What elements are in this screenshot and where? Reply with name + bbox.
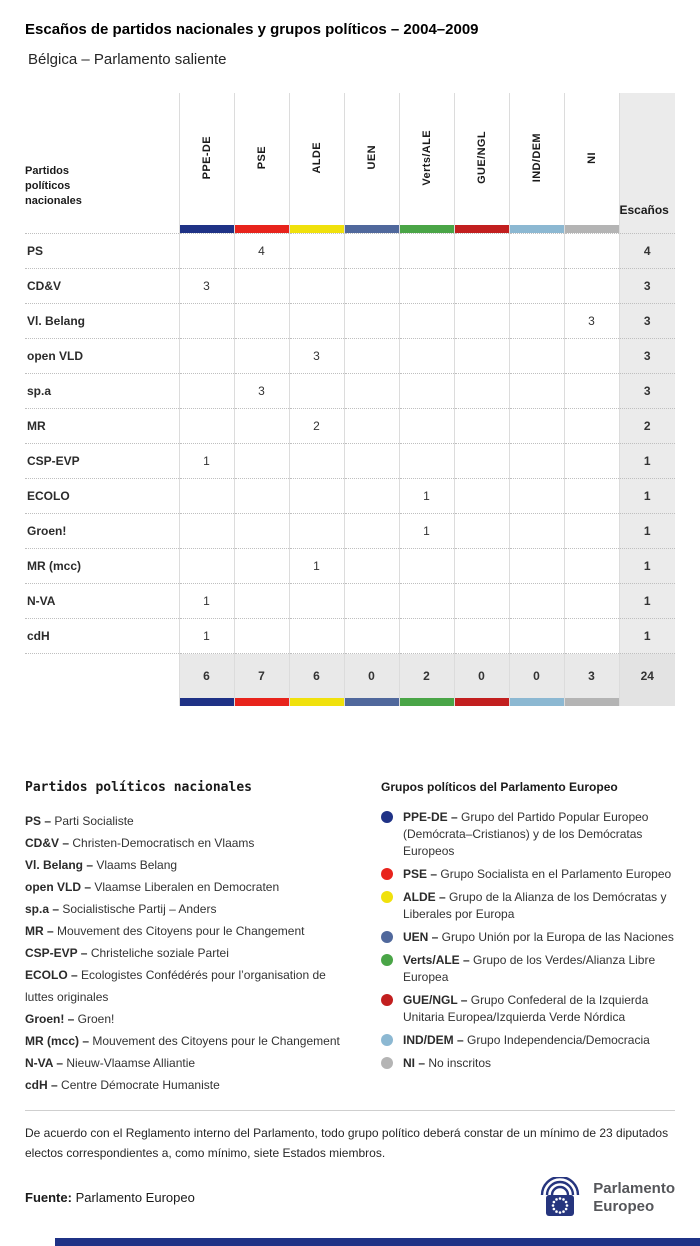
group-color-bar bbox=[399, 225, 454, 234]
table-wrap bbox=[0, 93, 700, 706]
group-color-bar-row bbox=[25, 225, 675, 234]
group-legend-item bbox=[381, 1055, 675, 1072]
seat-cell bbox=[564, 479, 619, 514]
seat-cell bbox=[289, 444, 344, 479]
party-legend-item: Vl. Belang – Vlaams Belang bbox=[25, 857, 178, 872]
group-total: 0 bbox=[454, 654, 509, 698]
seat-cell bbox=[289, 514, 344, 549]
group-header-NI: NI bbox=[564, 93, 619, 225]
color-bar bbox=[180, 698, 234, 706]
seat-cell bbox=[344, 339, 399, 374]
group-color-dot bbox=[381, 891, 393, 903]
seat-cell bbox=[289, 584, 344, 619]
group-legend-item bbox=[381, 889, 675, 923]
table-row bbox=[25, 409, 675, 444]
table-row bbox=[25, 269, 675, 304]
party-abbreviation: CD&V – bbox=[25, 835, 70, 850]
seat-cell bbox=[289, 374, 344, 409]
page-subtitle: Bélgica – Parlamento saliente bbox=[28, 51, 227, 68]
group-color-bar bbox=[289, 225, 344, 234]
group-color-bar bbox=[564, 698, 619, 706]
seat-cell bbox=[454, 304, 509, 339]
seat-cell bbox=[344, 619, 399, 654]
party-name: CD&V bbox=[25, 269, 179, 304]
color-bar bbox=[290, 225, 344, 233]
seat-cell bbox=[564, 374, 619, 409]
seat-cell bbox=[399, 339, 454, 374]
ep-hemicycle-icon bbox=[536, 1177, 584, 1219]
party-name: sp.a bbox=[25, 374, 179, 409]
source-value: Parlamento Europeo bbox=[75, 1190, 195, 1205]
party-name: CSP-EVP bbox=[25, 444, 179, 479]
color-bar bbox=[235, 698, 289, 706]
group-header-UEN: UEN bbox=[344, 93, 399, 225]
table-row bbox=[25, 234, 675, 269]
totals-row bbox=[25, 654, 675, 698]
group-header-PSE: PSE bbox=[234, 93, 289, 225]
seat-cell bbox=[399, 269, 454, 304]
group-total: 3 bbox=[564, 654, 619, 698]
seat-cell bbox=[399, 549, 454, 584]
party-name: Groen! bbox=[25, 514, 179, 549]
seat-cell bbox=[234, 409, 289, 444]
party-abbreviation: Groen! – bbox=[25, 1011, 75, 1026]
color-bar bbox=[565, 698, 619, 706]
group-legend-title: Grupos políticos del Parlamento Europeo bbox=[381, 779, 618, 794]
group-color-bar bbox=[509, 698, 564, 706]
color-bar bbox=[180, 225, 234, 233]
footnote: De acuerdo con el Reglamento interno del Parlamento, todo grupo político deberá constar de un mínimo de 23 diputados electos correspondientes a, como mínimo, siete Estados miembros. bbox=[25, 1110, 675, 1163]
seats-column-header: Escaños bbox=[619, 93, 675, 225]
seat-cell: 3 bbox=[564, 304, 619, 339]
party-name: open VLD bbox=[25, 339, 179, 374]
seat-cell: 1 bbox=[179, 584, 234, 619]
group-total: 6 bbox=[289, 654, 344, 698]
group-header-Verts/ALE: Verts/ALE bbox=[399, 93, 454, 225]
group-color-bar bbox=[454, 225, 509, 234]
row-total: 2 bbox=[619, 409, 675, 444]
group-color-dot bbox=[381, 1034, 393, 1046]
party-legend-item: CSP-EVP – Christeliche soziale Partei bbox=[25, 945, 229, 960]
seats-bar-cell bbox=[619, 225, 675, 234]
seat-cell bbox=[399, 374, 454, 409]
party-abbreviation: sp.a – bbox=[25, 901, 60, 916]
seat-cell bbox=[234, 619, 289, 654]
seat-cell: 1 bbox=[289, 549, 344, 584]
table-row bbox=[25, 479, 675, 514]
seat-cell bbox=[234, 514, 289, 549]
seat-cell bbox=[454, 584, 509, 619]
group-legend-item bbox=[381, 866, 675, 883]
seat-cell bbox=[234, 339, 289, 374]
seat-cell bbox=[564, 619, 619, 654]
party-legend-item: open VLD – Vlaamse Liberalen en Democraten bbox=[25, 879, 280, 894]
seat-cell bbox=[454, 479, 509, 514]
seat-cell bbox=[509, 409, 564, 444]
footer bbox=[25, 1177, 675, 1219]
group-color-bar bbox=[289, 698, 344, 706]
seat-cell bbox=[179, 339, 234, 374]
seat-cell bbox=[289, 304, 344, 339]
color-bar bbox=[455, 225, 509, 233]
table-row bbox=[25, 444, 675, 479]
seats-bar-cell bbox=[619, 698, 675, 706]
party-legend-items bbox=[25, 810, 355, 1096]
group-color-dot bbox=[381, 994, 393, 1006]
seat-cell bbox=[509, 619, 564, 654]
party-abbreviation: Vl. Belang – bbox=[25, 857, 94, 872]
group-color-bar bbox=[234, 698, 289, 706]
color-bar bbox=[235, 225, 289, 233]
group-total: 7 bbox=[234, 654, 289, 698]
group-color-dot bbox=[381, 1057, 393, 1069]
group-legend bbox=[381, 780, 675, 1096]
group-color-bar bbox=[509, 225, 564, 234]
seat-cell bbox=[509, 234, 564, 269]
party-legend-item: MR (mcc) – Mouvement des Citoyens pour le Changement bbox=[25, 1033, 340, 1048]
table-header-row bbox=[25, 93, 675, 225]
party-legend bbox=[25, 780, 355, 1096]
row-total: 3 bbox=[619, 269, 675, 304]
seat-cell bbox=[454, 269, 509, 304]
group-description: ALDE – Grupo de la Alianza de los Demócratas y Liberales por Europa bbox=[403, 889, 667, 921]
seat-cell bbox=[509, 444, 564, 479]
color-bar bbox=[290, 698, 344, 706]
seat-cell bbox=[564, 549, 619, 584]
color-bar bbox=[455, 698, 509, 706]
seat-cell bbox=[179, 374, 234, 409]
party-legend-item: cdH – Centre Démocrate Humaniste bbox=[25, 1077, 220, 1092]
seat-cell bbox=[454, 549, 509, 584]
seat-cell bbox=[344, 549, 399, 584]
table-row bbox=[25, 514, 675, 549]
seat-cell bbox=[564, 339, 619, 374]
seat-cell bbox=[179, 234, 234, 269]
seat-cell bbox=[344, 269, 399, 304]
seat-cell bbox=[454, 444, 509, 479]
seat-cell bbox=[344, 444, 399, 479]
seat-cell bbox=[509, 479, 564, 514]
color-bar bbox=[510, 225, 564, 233]
seat-cell bbox=[454, 234, 509, 269]
seat-cell bbox=[509, 374, 564, 409]
seat-cell bbox=[289, 269, 344, 304]
table-row bbox=[25, 339, 675, 374]
party-name: cdH bbox=[25, 619, 179, 654]
group-color-bar bbox=[564, 225, 619, 234]
seat-cell bbox=[234, 304, 289, 339]
group-color-bar bbox=[179, 698, 234, 706]
color-bar bbox=[510, 698, 564, 706]
row-total: 1 bbox=[619, 549, 675, 584]
seat-cell bbox=[509, 584, 564, 619]
seat-cell bbox=[289, 479, 344, 514]
color-bar bbox=[565, 225, 619, 233]
group-total: 2 bbox=[399, 654, 454, 698]
seat-cell: 1 bbox=[179, 444, 234, 479]
party-legend-item: ECOLO – Ecologistes Confédérés pour l’organisation de luttes originales bbox=[25, 967, 326, 1004]
row-total: 1 bbox=[619, 479, 675, 514]
party-abbreviation: MR (mcc) – bbox=[25, 1033, 90, 1048]
seat-cell bbox=[344, 584, 399, 619]
seat-cell: 3 bbox=[289, 339, 344, 374]
color-bar bbox=[345, 225, 399, 233]
table-row bbox=[25, 584, 675, 619]
source bbox=[25, 1190, 195, 1205]
seat-cell bbox=[179, 409, 234, 444]
seat-cell bbox=[234, 479, 289, 514]
seat-cell: 3 bbox=[179, 269, 234, 304]
seat-cell bbox=[289, 619, 344, 654]
seat-cell: 1 bbox=[399, 514, 454, 549]
party-name: PS bbox=[25, 234, 179, 269]
page-title: Escaños de partidos nacionales y grupos políticos – 2004–2009 bbox=[25, 21, 479, 38]
european-parliament-logo bbox=[536, 1177, 675, 1219]
seat-cell bbox=[179, 549, 234, 584]
seat-cell bbox=[564, 234, 619, 269]
table-row bbox=[25, 304, 675, 339]
empty-cell bbox=[25, 225, 179, 234]
table-row bbox=[25, 549, 675, 584]
seat-cell bbox=[234, 584, 289, 619]
row-header-label: Partidos políticos nacionales bbox=[25, 165, 82, 207]
bottom-accent-bar bbox=[55, 1238, 700, 1246]
group-legend-items bbox=[381, 809, 675, 1072]
seat-cell bbox=[344, 304, 399, 339]
seat-cell bbox=[454, 409, 509, 444]
row-total: 1 bbox=[619, 444, 675, 479]
seat-cell bbox=[564, 514, 619, 549]
group-description: PSE – Grupo Socialista en el Parlamento Europeo bbox=[403, 866, 672, 881]
seat-cell bbox=[509, 549, 564, 584]
seat-cell bbox=[564, 409, 619, 444]
seat-cell bbox=[344, 374, 399, 409]
group-color-bar bbox=[399, 698, 454, 706]
seat-cell: 1 bbox=[399, 479, 454, 514]
bottom-color-bar-row bbox=[25, 698, 675, 706]
group-legend-item bbox=[381, 952, 675, 986]
party-legend-item: Groen! – Groen! bbox=[25, 1011, 115, 1026]
seat-cell bbox=[509, 304, 564, 339]
group-color-dot bbox=[381, 868, 393, 880]
group-description: NI – No inscritos bbox=[403, 1055, 492, 1070]
seat-cell bbox=[564, 269, 619, 304]
group-header-PPE-DE: PPE-DE bbox=[179, 93, 234, 225]
group-description: PPE-DE – Grupo del Partido Popular Europeo (Demócrata–Cristianos) y de los Demócratas Europeos bbox=[403, 809, 649, 858]
seat-cell bbox=[454, 374, 509, 409]
seat-cell bbox=[344, 514, 399, 549]
seat-cell: 4 bbox=[234, 234, 289, 269]
party-name: Vl. Belang bbox=[25, 304, 179, 339]
seat-cell bbox=[344, 479, 399, 514]
seat-cell bbox=[234, 444, 289, 479]
row-total: 3 bbox=[619, 374, 675, 409]
party-abbreviation: CSP-EVP – bbox=[25, 945, 88, 960]
row-total: 1 bbox=[619, 619, 675, 654]
party-legend-item: MR – Mouvement des Citoyens pour le Changement bbox=[25, 923, 305, 938]
color-bar bbox=[400, 225, 454, 233]
seat-cell bbox=[234, 549, 289, 584]
ep-logo-line2: Europeo bbox=[593, 1197, 655, 1215]
seat-cell bbox=[344, 234, 399, 269]
legends bbox=[0, 780, 700, 1096]
seat-cell bbox=[399, 234, 454, 269]
group-header-GUE/NGL: GUE/NGL bbox=[454, 93, 509, 225]
group-total: 0 bbox=[509, 654, 564, 698]
row-total: 4 bbox=[619, 234, 675, 269]
seat-cell: 2 bbox=[289, 409, 344, 444]
row-total: 1 bbox=[619, 584, 675, 619]
seat-cell bbox=[399, 304, 454, 339]
group-legend-item bbox=[381, 992, 675, 1026]
grand-total: 24 bbox=[619, 654, 675, 698]
title-block bbox=[0, 0, 700, 69]
seat-cell: 3 bbox=[234, 374, 289, 409]
group-description: GUE/NGL – Grupo Confederal de la Izquierda Unitaria Europea/Izquierda Verde Nórdica bbox=[403, 992, 649, 1024]
seat-cell bbox=[454, 514, 509, 549]
group-description: IND/DEM – Grupo Independencia/Democracia bbox=[403, 1032, 650, 1047]
table-row bbox=[25, 374, 675, 409]
color-bar bbox=[345, 698, 399, 706]
group-color-bar bbox=[179, 225, 234, 234]
group-header-IND/DEM: IND/DEM bbox=[509, 93, 564, 225]
row-total: 1 bbox=[619, 514, 675, 549]
seat-cell bbox=[289, 234, 344, 269]
party-abbreviation: N-VA – bbox=[25, 1055, 64, 1070]
seat-cell bbox=[344, 409, 399, 444]
seat-cell bbox=[179, 304, 234, 339]
group-color-dot bbox=[381, 931, 393, 943]
group-color-bar bbox=[234, 225, 289, 234]
seat-cell bbox=[179, 479, 234, 514]
ep-logo-text bbox=[593, 1180, 675, 1216]
group-legend-item bbox=[381, 1032, 675, 1049]
seat-cell bbox=[509, 269, 564, 304]
empty-cell bbox=[25, 654, 179, 698]
seat-cell bbox=[399, 444, 454, 479]
row-total: 3 bbox=[619, 339, 675, 374]
group-total: 6 bbox=[179, 654, 234, 698]
party-abbreviation: MR – bbox=[25, 923, 54, 938]
seat-cell bbox=[454, 339, 509, 374]
seat-cell bbox=[399, 409, 454, 444]
party-name: MR bbox=[25, 409, 179, 444]
party-legend-title: Partidos políticos nacionales bbox=[25, 779, 252, 795]
party-abbreviation: open VLD – bbox=[25, 879, 92, 894]
group-legend-item bbox=[381, 809, 675, 860]
seat-cell: 1 bbox=[179, 619, 234, 654]
group-header-ALDE: ALDE bbox=[289, 93, 344, 225]
group-legend-item bbox=[381, 929, 675, 946]
ep-logo-line1: Parlamento bbox=[593, 1179, 675, 1197]
group-color-bar bbox=[344, 698, 399, 706]
group-color-bar bbox=[454, 698, 509, 706]
group-description: UEN – Grupo Unión por la Europa de las Naciones bbox=[403, 929, 674, 944]
group-description: Verts/ALE – Grupo de los Verdes/Alianza Libre Europea bbox=[403, 952, 656, 984]
table-row bbox=[25, 619, 675, 654]
seat-cell bbox=[234, 269, 289, 304]
party-name: N-VA bbox=[25, 584, 179, 619]
seat-cell bbox=[509, 514, 564, 549]
seat-cell bbox=[179, 514, 234, 549]
group-color-dot bbox=[381, 811, 393, 823]
party-legend-item: CD&V – Christen-Democratisch en Vlaams bbox=[25, 835, 255, 850]
party-abbreviation: PS – bbox=[25, 813, 52, 828]
seat-cell bbox=[509, 339, 564, 374]
party-legend-item: N-VA – Nieuw-Vlaamse Alliantie bbox=[25, 1055, 196, 1070]
seat-cell bbox=[564, 584, 619, 619]
group-color-bar bbox=[344, 225, 399, 234]
party-legend-item: sp.a – Socialistische Partij – Anders bbox=[25, 901, 217, 916]
party-name: MR (mcc) bbox=[25, 549, 179, 584]
party-name: ECOLO bbox=[25, 479, 179, 514]
seats-table bbox=[25, 93, 675, 706]
group-color-dot bbox=[381, 954, 393, 966]
group-total: 0 bbox=[344, 654, 399, 698]
seat-cell bbox=[564, 444, 619, 479]
seat-cell bbox=[399, 584, 454, 619]
party-abbreviation: ECOLO – bbox=[25, 967, 78, 982]
source-label: Fuente: bbox=[25, 1190, 72, 1205]
row-total: 3 bbox=[619, 304, 675, 339]
empty-cell bbox=[25, 698, 179, 706]
seat-cell bbox=[399, 619, 454, 654]
party-abbreviation: cdH – bbox=[25, 1077, 58, 1092]
seat-cell bbox=[454, 619, 509, 654]
color-bar bbox=[400, 698, 454, 706]
party-legend-item: PS – Parti Socialiste bbox=[25, 813, 134, 828]
